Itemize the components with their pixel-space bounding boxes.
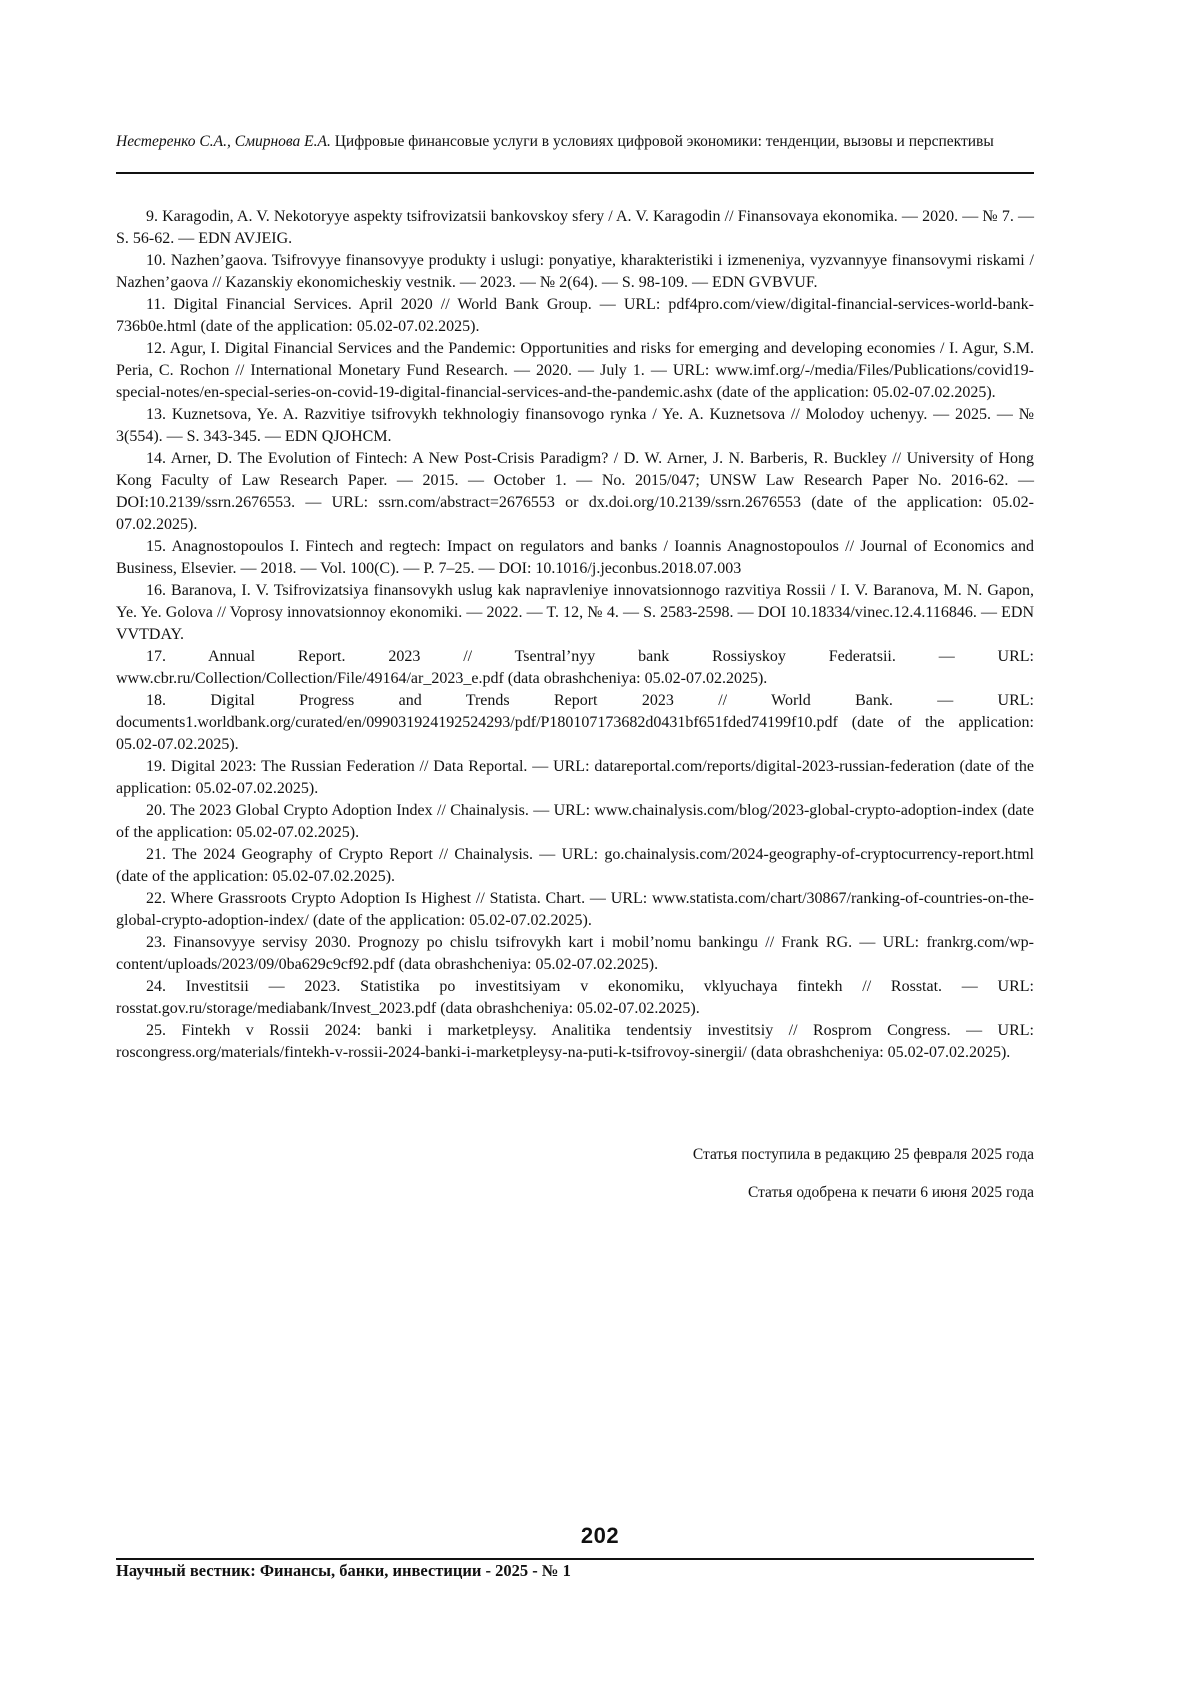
reference-item: 11. Digital Financial Services. April 2020 // World Bank Group. — URL: pdf4pro.com/view/digital-financial-services-world-bank-736b0e.html (date of the application: 05.02-07.02.2025).	[116, 296, 1034, 335]
reference-item: 23. Finansovyye servisy 2030. Prognozy po chislu tsifrovykh kart i mobil’nomu bankingu // Frank RG. — URL: frankrg.com/wp-content/uploads/2023/09/0ba629c9cf92.pdf (data obrashcheniya: 05.02-07.02.2025).	[116, 934, 1034, 973]
reference-list	[116, 206, 1034, 1064]
reference-item: 14. Arner, D. The Evolution of Fintech: A New Post-Crisis Paradigm? / D. W. Arner, J. N. Barberis, R. Buckley // University of Hong Kong Faculty of Law Research Paper. — 2015. — October 1. — No. 2015/047; UNSW Law Research Paper No. 2016-62. — DOI:10.2139/ssrn.2676553. — URL: ssrn.com/abstract=2676553 or dx.doi.org/10.2139/ssrn.2676553 (date of the application: 05.02-07.02.2025).	[116, 450, 1034, 533]
reference-item: 16. Baranova, I. V. Tsifrovizatsiya finansovykh uslug kak napravleniye innovatsionnogo razvitiya Rossii / I. V. Baranova, M. N. Gapon, Ye. Ye. Golova // Voprosy innovatsionnoy ekonomiki. — 2022. — T. 12, № 4. — S. 2583-2598. — DOI 10.18334/vinec.12.4.116846. — EDN VVTDAY.	[116, 582, 1034, 643]
header-divider	[116, 172, 1034, 174]
reference-item: 15. Anagnostopoulos I. Fintech and regtech: Impact on regulators and banks / Ioannis Anagnostopoulos // Journal of Economics and Business, Elsevier. — 2018. — Vol. 100(C). — P. 7–25. — DOI: 10.1016/j.jeconbus.2018.07.003	[116, 538, 1034, 577]
reference-item: 18. Digital Progress and Trends Report 2023 // World Bank. — URL: documents1.worldbank.org/curated/en/099031924192524293/pdf/P180107173682d0431bf651fded74199f10.pdf (date of the application: 05.02-07.02.2025).	[116, 692, 1034, 753]
reference-item: 22. Where Grassroots Crypto Adoption Is Highest // Statista. Chart. — URL: www.statista.com/chart/30867/ranking-of-countries-on-the-global-crypto-adoption-index/ (date of the application: 05.02-07.02.2025).	[116, 890, 1034, 929]
reference-item: 9. Karagodin, A. V. Nekotoryye aspekty tsifrovizatsii bankovskoy sfery / A. V. Karagodin // Finansovaya ekonomika. — 2020. — № 7. — S. 56-62. — EDN AVJEIG.	[116, 208, 1034, 247]
reference-item: 10. Nazhen’gaova. Tsifrovyye finansovyye produkty i uslugi: ponyatiye, kharakteristiki i izmeneniya, vyzvannyye finansovymi riskami / Nazhen’gaova // Kazanskiy ekonomicheskiy vestnik. — 2023. — № 2(64). — S. 98-109. — EDN GVBVUF.	[116, 252, 1034, 291]
approved-note: Статья одобрена к печати 6 июня 2025 года	[747, 1184, 1034, 1201]
reference-item: 17. Annual Report. 2023 // Tsentral’nyy bank Rossiyskoy Federatsii. — URL: www.cbr.ru/Collection/Collection/File/49164/ar_2023_e.pdf (data obrashcheniya: 05.02-07.02.2025).	[116, 648, 1034, 687]
reference-item: 19. Digital 2023: The Russian Federation // Data Reportal. — URL: datareportal.com/reports/digital-2023-russian-federation (date of the application: 05.02-07.02.2025).	[116, 758, 1034, 797]
header-authors: Нестеренко С.А., Смирнова Е.А.	[116, 133, 331, 150]
reference-item: 25. Fintekh v Rossii 2024: banki i marketpleysy. Analitika tendentsiy investitsiy // Rosprom Congress. — URL: roscongress.org/materials/fintekh-v-rossii-2024-banki-i-marketpleysy-na-puti-k-tsifrovoy-sinergii/ (data obrashcheniya: 05.02-07.02.2025).	[116, 1022, 1034, 1061]
header-title: Цифровые финансовые услуги в условиях цифровой экономики: тенденции, вызовы и перспективы	[334, 133, 994, 150]
running-header	[116, 132, 1034, 152]
received-note: Статья поступила в редакцию 25 февраля 2025 года	[692, 1146, 1034, 1163]
reference-item: 12. Agur, I. Digital Financial Services and the Pandemic: Opportunities and risks for emerging and developing economies / I. Agur, S.M. Peria, C. Rochon // International Monetary Fund Research. — 2020. — July 1. — URL: www.imf.org/-/media/Files/Publications/covid19-special-notes/en-special-series-on-covid-19-digital-financial-services-and-the-pandemic.ashx (date of the application: 05.02-07.02.2025).	[116, 340, 1034, 401]
page-number: 202	[580, 1523, 620, 1548]
journal-footer: Научный вестник: Финансы, банки, инвестиции - 2025 - № 1	[116, 1561, 571, 1580]
reference-item: 20. The 2023 Global Crypto Adoption Index // Chainalysis. — URL: www.chainalysis.com/blog/2023-global-crypto-adoption-index (date of the application: 05.02-07.02.2025).	[116, 802, 1034, 841]
reference-item: 13. Kuznetsova, Ye. A. Razvitiye tsifrovykh tekhnologiy finansovogo rynka / Ye. A. Kuznetsova // Molodoy uchenyy. — 2025. — № 3(554). — S. 343-345. — EDN QJOHCM.	[116, 406, 1034, 445]
reference-item: 21. The 2024 Geography of Crypto Report // Chainalysis. — URL: go.chainalysis.com/2024-geography-of-cryptocurrency-report.html (date of the application: 05.02-07.02.2025).	[116, 846, 1034, 885]
reference-item: 24. Investitsii — 2023. Statistika po investitsiyam v ekonomiku, vklyuchaya fintekh // Rosstat. — URL: rosstat.gov.ru/storage/mediabank/Invest_2023.pdf (data obrashcheniya: 05.02-07.02.2025).	[116, 978, 1034, 1017]
footer-divider	[116, 1558, 1034, 1560]
article-notes	[116, 1145, 1034, 1221]
